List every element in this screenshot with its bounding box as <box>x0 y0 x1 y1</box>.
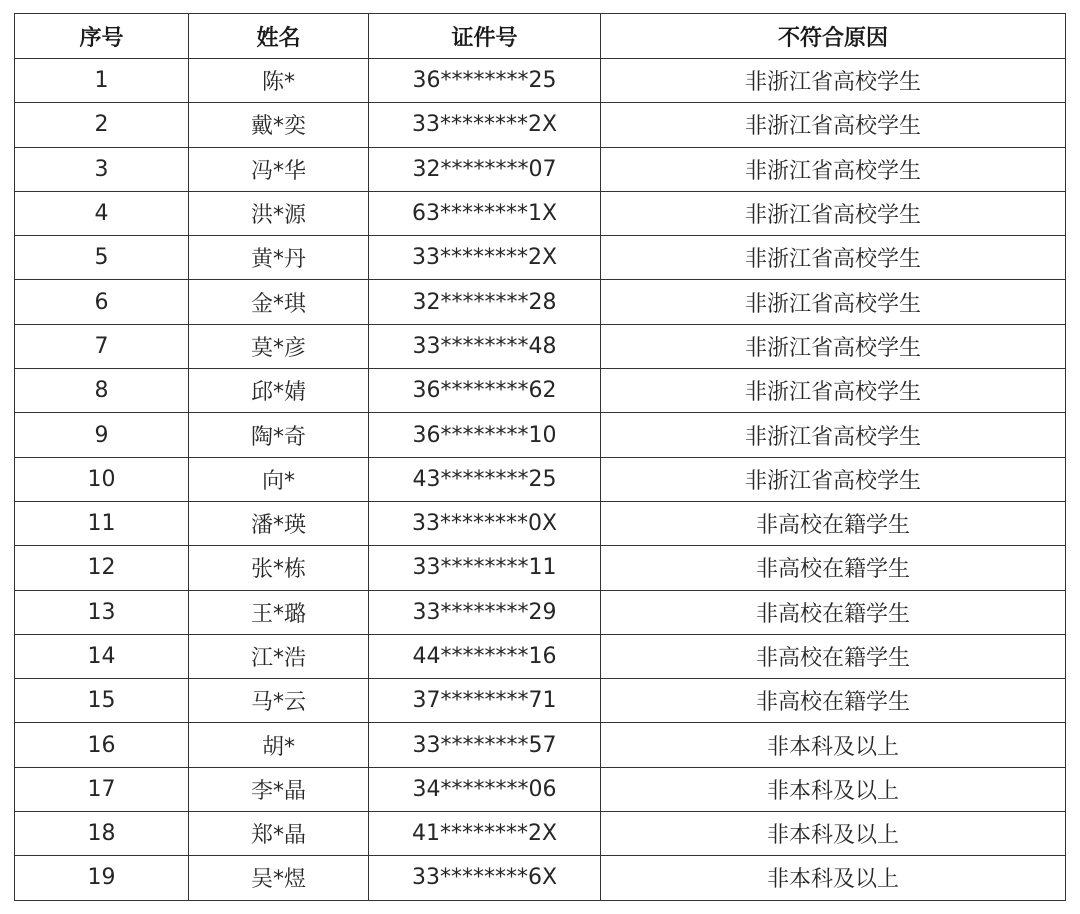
cell-serial: 11 <box>15 501 189 545</box>
table-row <box>15 147 1066 191</box>
cell-name: 莫*彦 <box>189 324 369 368</box>
header-name: 姓名 <box>189 14 369 59</box>
cell-id-number: 33********29 <box>369 590 601 634</box>
cell-reason: 非浙江省高校学生 <box>601 324 1066 368</box>
cell-serial: 12 <box>15 546 189 590</box>
cell-name: 郑*晶 <box>189 812 369 856</box>
cell-serial: 6 <box>15 280 189 324</box>
cell-name: 王*璐 <box>189 590 369 634</box>
cell-id-number: 33********2X <box>369 103 601 147</box>
cell-serial: 19 <box>15 856 189 900</box>
table-row <box>15 812 1066 856</box>
cell-reason: 非浙江省高校学生 <box>601 280 1066 324</box>
cell-serial: 17 <box>15 767 189 811</box>
cell-serial: 13 <box>15 590 189 634</box>
table-row <box>15 723 1066 767</box>
cell-reason: 非浙江省高校学生 <box>601 147 1066 191</box>
cell-reason: 非本科及以上 <box>601 723 1066 767</box>
table-row <box>15 413 1066 457</box>
cell-name: 潘*瑛 <box>189 501 369 545</box>
cell-id-number: 33********6X <box>369 856 601 900</box>
cell-id-number: 36********62 <box>369 369 601 413</box>
cell-serial: 14 <box>15 634 189 678</box>
cell-id-number: 33********2X <box>369 236 601 280</box>
cell-reason: 非本科及以上 <box>601 767 1066 811</box>
cell-id-number: 36********10 <box>369 413 601 457</box>
cell-reason: 非高校在籍学生 <box>601 679 1066 723</box>
table-row <box>15 501 1066 545</box>
table-row <box>15 457 1066 501</box>
table-row <box>15 679 1066 723</box>
cell-serial: 16 <box>15 723 189 767</box>
cell-reason: 非高校在籍学生 <box>601 634 1066 678</box>
table-row <box>15 590 1066 634</box>
cell-reason: 非浙江省高校学生 <box>601 191 1066 235</box>
header-row <box>15 14 1066 59</box>
cell-name: 吴*煜 <box>189 856 369 900</box>
cell-name: 陈* <box>189 59 369 103</box>
cell-name: 戴*奕 <box>189 103 369 147</box>
cell-serial: 1 <box>15 59 189 103</box>
cell-id-number: 32********07 <box>369 147 601 191</box>
ineligible-list-table <box>14 13 1066 901</box>
table-row <box>15 236 1066 280</box>
table-row <box>15 103 1066 147</box>
cell-serial: 15 <box>15 679 189 723</box>
cell-serial: 7 <box>15 324 189 368</box>
cell-name: 江*浩 <box>189 634 369 678</box>
table-row <box>15 324 1066 368</box>
cell-reason: 非高校在籍学生 <box>601 501 1066 545</box>
table-row <box>15 856 1066 900</box>
cell-reason: 非本科及以上 <box>601 812 1066 856</box>
cell-name: 陶*奇 <box>189 413 369 457</box>
cell-reason: 非本科及以上 <box>601 856 1066 900</box>
cell-id-number: 32********28 <box>369 280 601 324</box>
cell-name: 张*栋 <box>189 546 369 590</box>
cell-id-number: 37********71 <box>369 679 601 723</box>
cell-serial: 9 <box>15 413 189 457</box>
cell-reason: 非浙江省高校学生 <box>601 236 1066 280</box>
cell-id-number: 43********25 <box>369 457 601 501</box>
cell-serial: 10 <box>15 457 189 501</box>
cell-name: 冯*华 <box>189 147 369 191</box>
cell-serial: 4 <box>15 191 189 235</box>
cell-name: 向* <box>189 457 369 501</box>
cell-name: 邱*婧 <box>189 369 369 413</box>
cell-id-number: 33********48 <box>369 324 601 368</box>
cell-name: 胡* <box>189 723 369 767</box>
cell-id-number: 41********2X <box>369 812 601 856</box>
cell-reason: 非浙江省高校学生 <box>601 457 1066 501</box>
header-serial: 序号 <box>15 14 189 59</box>
table-row <box>15 546 1066 590</box>
cell-id-number: 33********11 <box>369 546 601 590</box>
table-row <box>15 59 1066 103</box>
cell-serial: 8 <box>15 369 189 413</box>
cell-reason: 非浙江省高校学生 <box>601 103 1066 147</box>
table-row <box>15 191 1066 235</box>
header-id-number: 证件号 <box>369 14 601 59</box>
cell-name: 黄*丹 <box>189 236 369 280</box>
cell-name: 李*晶 <box>189 767 369 811</box>
table-row <box>15 767 1066 811</box>
cell-name: 马*云 <box>189 679 369 723</box>
cell-reason: 非高校在籍学生 <box>601 546 1066 590</box>
cell-serial: 2 <box>15 103 189 147</box>
header-reason: 不符合原因 <box>601 14 1066 59</box>
table-container <box>14 13 1066 901</box>
cell-name: 金*琪 <box>189 280 369 324</box>
cell-id-number: 33********0X <box>369 501 601 545</box>
cell-reason: 非浙江省高校学生 <box>601 59 1066 103</box>
cell-id-number: 36********25 <box>369 59 601 103</box>
cell-reason: 非浙江省高校学生 <box>601 369 1066 413</box>
cell-serial: 18 <box>15 812 189 856</box>
table-row <box>15 280 1066 324</box>
cell-serial: 3 <box>15 147 189 191</box>
cell-id-number: 33********57 <box>369 723 601 767</box>
cell-id-number: 34********06 <box>369 767 601 811</box>
cell-name: 洪*源 <box>189 191 369 235</box>
table-row <box>15 369 1066 413</box>
cell-serial: 5 <box>15 236 189 280</box>
cell-reason: 非高校在籍学生 <box>601 590 1066 634</box>
cell-id-number: 44********16 <box>369 634 601 678</box>
table-row <box>15 634 1066 678</box>
cell-reason: 非浙江省高校学生 <box>601 413 1066 457</box>
table-body <box>15 59 1066 901</box>
cell-id-number: 63********1X <box>369 191 601 235</box>
